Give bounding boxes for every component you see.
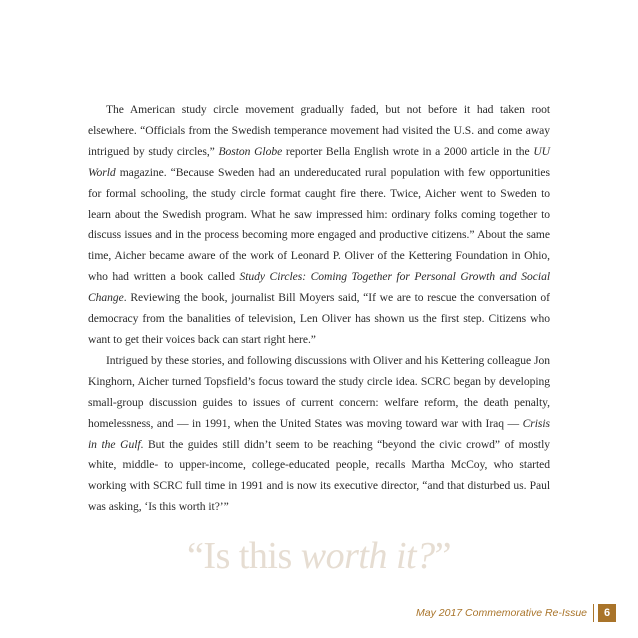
paragraph-1-text-3: magazine. “Because Sweden had an undereducated rural population with few opportunities for formal schooling, the study circle format caught fire there. Twice, Aicher went to Sweden to learn about the Swedish program. What he saw impressed him: ordinary folks coming together to discuss issues and in the process becoming more engaged and productive citizens.” About the same time, Aicher became aware of the work of Leonard P. Oliver of the Kettering Foundation in Ohio, who had written a book called [88,165,550,284]
pull-quote-text-2: ” [434,535,451,577]
study-circles-book-title: Study Circles: Coming Together for Personal Growth and Social Change [88,270,550,305]
pull-quote-emphasis: worth it? [300,535,435,577]
pull-quote-text-1: “Is this [187,535,301,577]
pull-quote [0,534,638,578]
article-body [88,100,550,518]
issue-label: May 2017 Commemorative Re-Issue [416,604,594,622]
paragraph-2-text-2: . But the guides still didn’t seem to be reaching “beyond the civic crowd” of mostly white, middle- to upper-income, college-educated people, recalls Martha McCoy, who started working with SCRC full time in 1991 and is now its executive director, “and that disturbed us. Paul was asking, ‘Is this worth it?’” [88,437,551,514]
paragraph-2-text-1: Intrigued by these stories, and following discussions with Oliver and his Kettering colleague Jon Kinghorn, Aicher turned Topsfield’s focus toward the study circle idea. SCRC began by developing small-group discussion guides to issues of current concern: welfare reform, the death penalty, homelessness, and — in 1991, when the United States was moving toward war with Iraq — [88,353,550,430]
paragraph-2 [88,351,550,518]
boston-globe-title: Boston Globe [218,144,283,158]
uu-world-title: UU World [88,144,550,179]
page-number-badge: 6 [598,604,616,622]
crisis-in-the-gulf-title: Crisis in the Gulf [88,416,550,451]
paragraph-1 [88,100,550,351]
paragraph-1-text-4: . Reviewing the book, journalist Bill Moyers said, “If we are to rescue the conversation of democracy from the banalities of television, Len Oliver has shown us the first step. Citizens who want to get their voices back can start right here.” [88,291,550,346]
paragraph-1-text-2: reporter Bella English wrote in a 2000 article in the [282,144,534,158]
paragraph-1-text-1: The American study circle movement gradually faded, but not before it had taken root elsewhere. “Officials from the Swedish temperance movement had visited the U.S. and come away intrigued by study circles,” [88,103,550,158]
page-footer [416,604,616,622]
